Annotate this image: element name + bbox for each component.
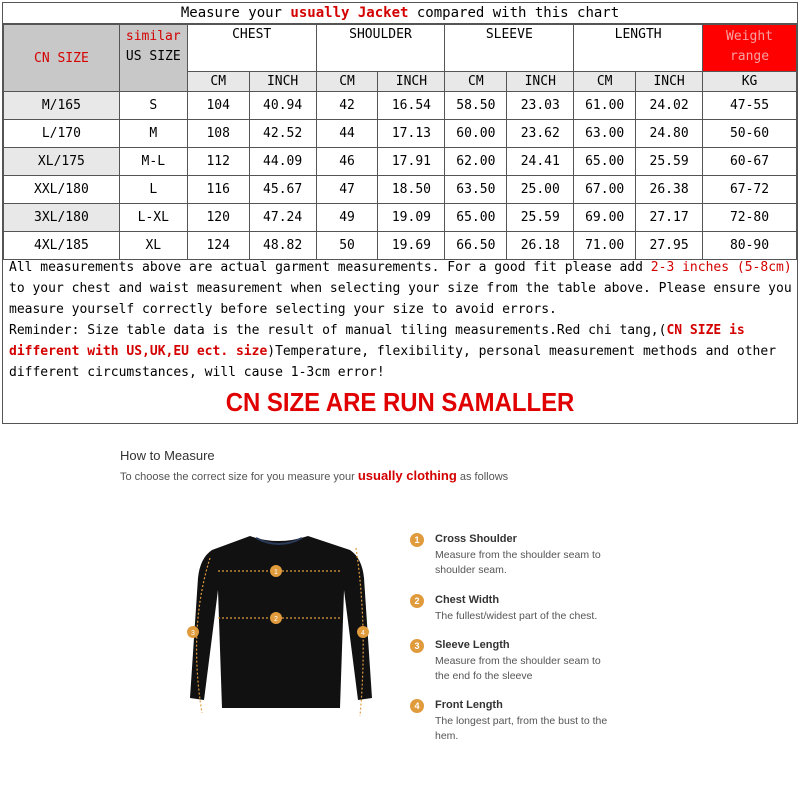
us-size-cell: M-L: [119, 148, 187, 176]
measurement-cell: 112: [187, 148, 249, 176]
measurement-cell: 60-67: [703, 148, 797, 176]
step-title: Cross Shoulder: [435, 533, 517, 545]
measurement-cell: 26.38: [636, 176, 703, 204]
measurement-cell: 27.95: [636, 232, 703, 260]
measurement-cell: 71.00: [574, 232, 636, 260]
similar-label: similar: [125, 29, 181, 44]
table-row: [4, 204, 797, 232]
step-number-icon: 4: [410, 699, 424, 713]
how-to-measure-subtitle: [120, 468, 508, 483]
note-text: All measurements above are actual garment measurements. For a good fit please add: [9, 260, 651, 275]
marker-1-label: 1: [274, 569, 278, 576]
measurement-cell: 48.82: [249, 232, 316, 260]
measurement-cell: 120: [187, 204, 249, 232]
measurement-cell: 42.52: [249, 120, 316, 148]
cn-size-cell: XXL/180: [4, 176, 120, 204]
unit-cell: CM: [574, 72, 636, 92]
title-highlight: usually Jacket: [290, 5, 409, 21]
step-title: Sleeve Length: [435, 639, 510, 651]
length-header: LENGTH: [574, 25, 703, 72]
measurement-cell: 26.18: [507, 232, 574, 260]
measurement-cell: 40.94: [249, 92, 316, 120]
measurement-cell: 44.09: [249, 148, 316, 176]
us-size-cell: L: [119, 176, 187, 204]
step-number-icon: 3: [410, 639, 424, 653]
cn-size-cell: 4XL/185: [4, 232, 120, 260]
us-size-cell: L-XL: [119, 204, 187, 232]
measurement-cell: 42: [316, 92, 378, 120]
us-size-label: US SIZE: [125, 49, 181, 64]
us-size-header: [119, 25, 187, 92]
measurement-cell: 47.24: [249, 204, 316, 232]
step-description: The longest part, from the bust to the hem.: [435, 715, 608, 742]
measurement-cell: 65.00: [574, 148, 636, 176]
marker-4-label: 4: [361, 630, 365, 637]
measurement-cell: 45.67: [249, 176, 316, 204]
unit-cell: CM: [187, 72, 249, 92]
size-chart: [2, 2, 798, 424]
measurement-cell: 24.02: [636, 92, 703, 120]
measurement-cell: 124: [187, 232, 249, 260]
step-title: Chest Width: [435, 594, 500, 606]
measurement-cell: 25.00: [507, 176, 574, 204]
step-number-icon: 1: [410, 533, 424, 547]
range-label: range: [729, 49, 770, 64]
sweater-illustration: [190, 536, 372, 708]
header-row: [4, 25, 797, 72]
measurement-cell: 17.13: [378, 120, 445, 148]
step-title: Front Length: [435, 699, 503, 711]
measurement-cell: 60.00: [445, 120, 507, 148]
measurement-cell: 104: [187, 92, 249, 120]
step-description: The fullest/widest part of the chest.: [435, 610, 598, 622]
cn-size-cell: XL/175: [4, 148, 120, 176]
cn-size-cell: M/165: [4, 92, 120, 120]
measurement-cell: 116: [187, 176, 249, 204]
sleeve-header: SLEEVE: [445, 25, 574, 72]
note-reminder: [9, 320, 793, 383]
measurement-cell: 63.00: [574, 120, 636, 148]
measurement-cell: 23.62: [507, 120, 574, 148]
sub-highlight: usually clothing: [357, 468, 457, 483]
marker-3-label: 3: [191, 630, 195, 637]
measurement-cell: 50-60: [703, 120, 797, 148]
measurement-cell: 47: [316, 176, 378, 204]
measurement-cell: 63.50: [445, 176, 507, 204]
weight-label: Weight: [726, 29, 774, 44]
measurement-cell: 44: [316, 120, 378, 148]
note-highlight: CN SIZE is different with US,UK,EU ect. size: [9, 323, 745, 359]
table-row: [4, 176, 797, 204]
title-text: Measure your: [180, 5, 291, 21]
measurement-cell: 17.91: [378, 148, 445, 176]
measurement-cell: 24.80: [636, 120, 703, 148]
measurement-cell: 65.00: [445, 204, 507, 232]
unit-cell: INCH: [378, 72, 445, 92]
measurement-cell: 58.50: [445, 92, 507, 120]
measurement-cell: 19.09: [378, 204, 445, 232]
size-table: [3, 24, 797, 260]
sub-text: To choose the correct size for you measure your: [120, 471, 358, 483]
note-text: Reminder: Size table data is the result of manual tiling measurements.Red chi tang,(: [9, 323, 667, 338]
measurement-cell: 25.59: [507, 204, 574, 232]
marker-2-label: 2: [274, 616, 278, 623]
measurement-cell: 67-72: [703, 176, 797, 204]
measurement-cell: 16.54: [378, 92, 445, 120]
measurement-cell: 23.03: [507, 92, 574, 120]
note-highlight: 2-3 inches (5-8cm): [650, 260, 792, 275]
measurement-cell: 25.59: [636, 148, 703, 176]
measurement-cell: 50: [316, 232, 378, 260]
measurement-cell: 108: [187, 120, 249, 148]
table-row: [4, 120, 797, 148]
weight-header: [703, 25, 797, 72]
cn-size-cell: L/170: [4, 120, 120, 148]
cn-size-header: CN SIZE: [4, 25, 120, 92]
measurement-cell: 80-90: [703, 232, 797, 260]
how-to-measure-title: How to Measure: [120, 448, 215, 463]
unit-cell: CM: [445, 72, 507, 92]
title-text-end: compared with this chart: [408, 5, 620, 21]
step-description: Measure from the shoulder seam to shoulder seam.: [435, 549, 601, 576]
unit-cell: KG: [703, 72, 797, 92]
sub-text: as follows: [456, 471, 509, 483]
shoulder-header: SHOULDER: [316, 25, 445, 72]
chart-title: [3, 3, 797, 24]
measurement-cell: 66.50: [445, 232, 507, 260]
notes: [9, 257, 793, 383]
unit-cell: INCH: [636, 72, 703, 92]
measurement-cell: 72-80: [703, 204, 797, 232]
note-text: to your chest and waist measurement when selecting your size from the table above. Please ensure you measure yourself correctly before selecting your size to avoid errors.: [9, 281, 792, 317]
table-row: [4, 148, 797, 176]
measurement-cell: 46: [316, 148, 378, 176]
measurement-cell: 49: [316, 204, 378, 232]
sweater-diagram: [180, 528, 380, 723]
measurement-cell: 61.00: [574, 92, 636, 120]
note-fit: [9, 257, 793, 320]
unit-cell: CM: [316, 72, 378, 92]
chest-header: CHEST: [187, 25, 316, 72]
measurement-cell: 69.00: [574, 204, 636, 232]
measurement-cell: 24.41: [507, 148, 574, 176]
step-number-icon: 2: [410, 594, 424, 608]
table-row: [4, 92, 797, 120]
step-description: Measure from the shoulder seam to the end fo the sleeve: [435, 655, 601, 682]
note-text: )Temperature, flexibility, personal measurement methods and other different circumstances, will cause 1-3cm error!: [9, 344, 777, 380]
measurement-cell: 67.00: [574, 176, 636, 204]
measurement-cell: 62.00: [445, 148, 507, 176]
unit-cell: INCH: [507, 72, 574, 92]
cn-size-cell: 3XL/180: [4, 204, 120, 232]
us-size-cell: S: [119, 92, 187, 120]
measurement-cell: 47-55: [703, 92, 797, 120]
measurement-cell: 18.50: [378, 176, 445, 204]
run-small-banner: CN SIZE ARE RUN SAMALLER: [225, 387, 575, 417]
measurement-cell: 19.69: [378, 232, 445, 260]
table-row: [4, 232, 797, 260]
unit-cell: INCH: [249, 72, 316, 92]
us-size-cell: XL: [119, 232, 187, 260]
measurement-cell: 27.17: [636, 204, 703, 232]
us-size-cell: M: [119, 120, 187, 148]
